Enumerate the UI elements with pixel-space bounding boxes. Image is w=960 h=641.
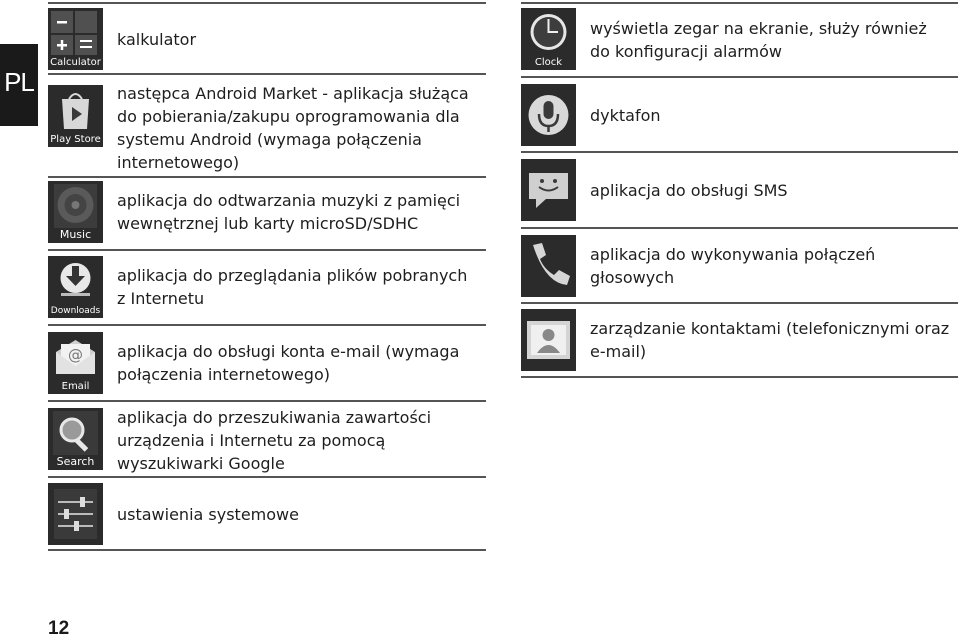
separator <box>48 2 486 4</box>
separator <box>521 151 958 153</box>
play-store-icon <box>48 85 103 147</box>
sms-icon <box>521 159 576 221</box>
list-item-voice-recorder <box>521 84 958 146</box>
icon-caption: Play Store <box>50 134 101 145</box>
item-description: aplikacja do przeglądania plików pobranych z Internetu <box>117 266 468 308</box>
search-icon <box>48 408 103 470</box>
item-description: dyktafon <box>590 105 661 125</box>
item-description: aplikacja do obsługi konta e-mail (wymaga połączenia internetowego) <box>117 342 460 384</box>
separator <box>48 249 486 251</box>
list-item-email <box>48 332 485 394</box>
icon-caption: Email <box>61 381 90 392</box>
item-description: następca Android Market - aplikacja służąca do pobierania/zakupu oprogramowania dla systemu Android (wymaga połączenia internetowego) <box>117 84 469 172</box>
item-description: aplikacja do przeszukiwania zawartości urządzenia i Internetu za pomocą wyszukiwarki Google <box>117 408 432 473</box>
separator <box>48 476 486 478</box>
item-description: zarządzanie kontaktami (telefonicznymi oraz e-mail) <box>590 319 950 361</box>
list-item-music <box>48 180 485 244</box>
separator <box>48 176 486 178</box>
icon-caption: Search <box>56 455 95 468</box>
icon-caption: Clock <box>534 57 563 68</box>
language-tab: PL <box>0 44 38 126</box>
list-item-downloads <box>48 256 485 318</box>
item-description: wyświetla zegar na ekranie, służy również do konfiguracji alarmów <box>590 19 927 61</box>
item-description: ustawienia systemowe <box>117 504 299 524</box>
microphone-icon <box>521 84 576 146</box>
separator <box>521 227 958 229</box>
settings-icon <box>48 483 103 545</box>
list-item-play-store <box>48 82 485 174</box>
downloads-icon <box>48 256 103 318</box>
list-item-search <box>48 405 485 473</box>
list-item-settings <box>48 483 485 545</box>
contacts-icon <box>521 309 576 371</box>
separator <box>521 2 958 4</box>
clock-icon <box>521 8 576 70</box>
item-description: aplikacja do obsługi SMS <box>590 180 788 200</box>
list-item-phone <box>521 235 958 297</box>
calculator-icon <box>48 8 103 70</box>
list-item-calculator <box>48 8 485 70</box>
item-description: aplikacja do odtwarzania muzyki z pamięci wewnętrznej lub karty microSD/SDHC <box>117 191 461 233</box>
list-item-sms <box>521 159 958 221</box>
list-item-clock <box>521 8 958 70</box>
svg-text:@: @ <box>68 346 83 364</box>
separator <box>48 400 486 402</box>
music-icon <box>48 181 103 243</box>
separator <box>521 376 958 378</box>
icon-caption: Music <box>59 228 92 241</box>
list-item-contacts <box>521 309 958 371</box>
icon-caption: Downloads <box>50 306 101 316</box>
separator <box>521 302 958 304</box>
separator <box>48 73 486 75</box>
email-icon <box>48 332 103 394</box>
separator <box>48 324 486 326</box>
icon-caption: Calculator <box>50 57 101 68</box>
page-number: 12 <box>48 618 70 639</box>
phone-icon <box>521 235 576 297</box>
item-description: aplikacja do wykonywania połączeń głosowych <box>590 245 876 287</box>
separator <box>521 76 958 78</box>
item-description: kalkulator <box>117 29 197 49</box>
separator <box>48 549 486 551</box>
